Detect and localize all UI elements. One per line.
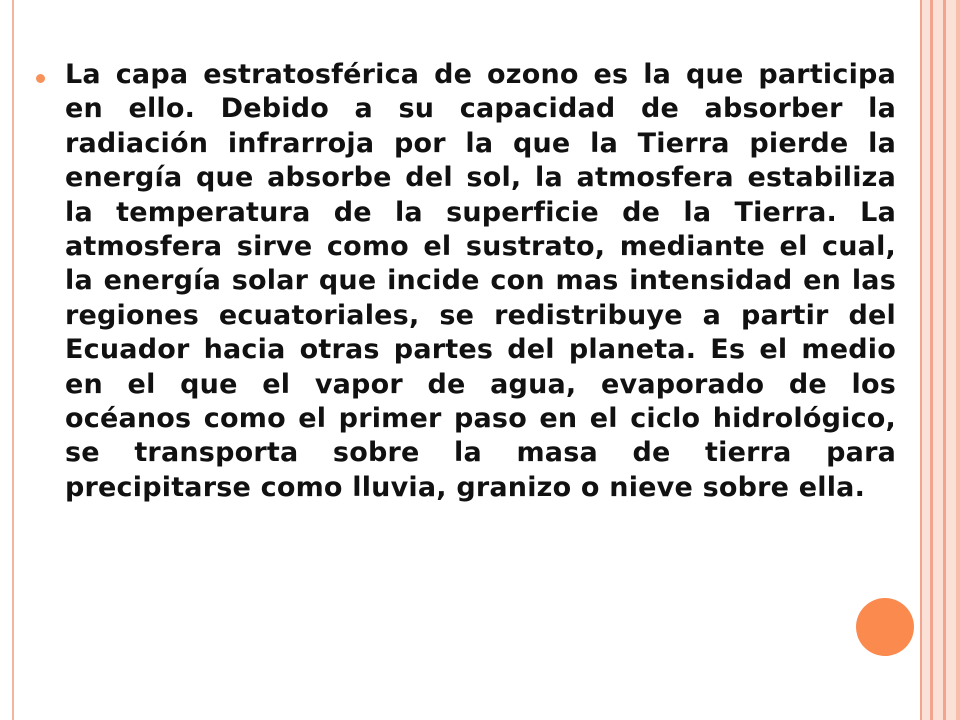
- stripe: [933, 0, 943, 720]
- stripe: [922, 0, 930, 720]
- slide-body: [36, 58, 896, 505]
- accent-circle: [856, 598, 914, 656]
- bullet-icon: [36, 74, 45, 83]
- bullet-text: La capa estratosférica de ozono es la que participa en ello. Debido a su capacidad de absorber la radiación infrarroja por la que la Tierra pierde la energía que absorbe del sol, la atmosfera estabiliza la temperatura de la superficie de la Tierra. La atmosfera sirve como el sustrato, mediante el cual, la energía solar que incide con mas intensidad en las regiones ecuatoriales, se redistribuye a partir del Ecuador hacia otras partes del planeta. Es el medio en el que el vapor de agua, evaporado de los océanos como el primer paso en el ciclo hidrológico, se transporta sobre la masa de tierra para precipitarse como lluvia, granizo o nieve sobre ella.: [65, 59, 896, 503]
- right-decorative-stripes: [920, 0, 960, 720]
- stripe: [956, 0, 960, 720]
- bullet-item: [36, 58, 896, 505]
- left-border-line: [12, 0, 14, 720]
- stripe: [946, 0, 956, 720]
